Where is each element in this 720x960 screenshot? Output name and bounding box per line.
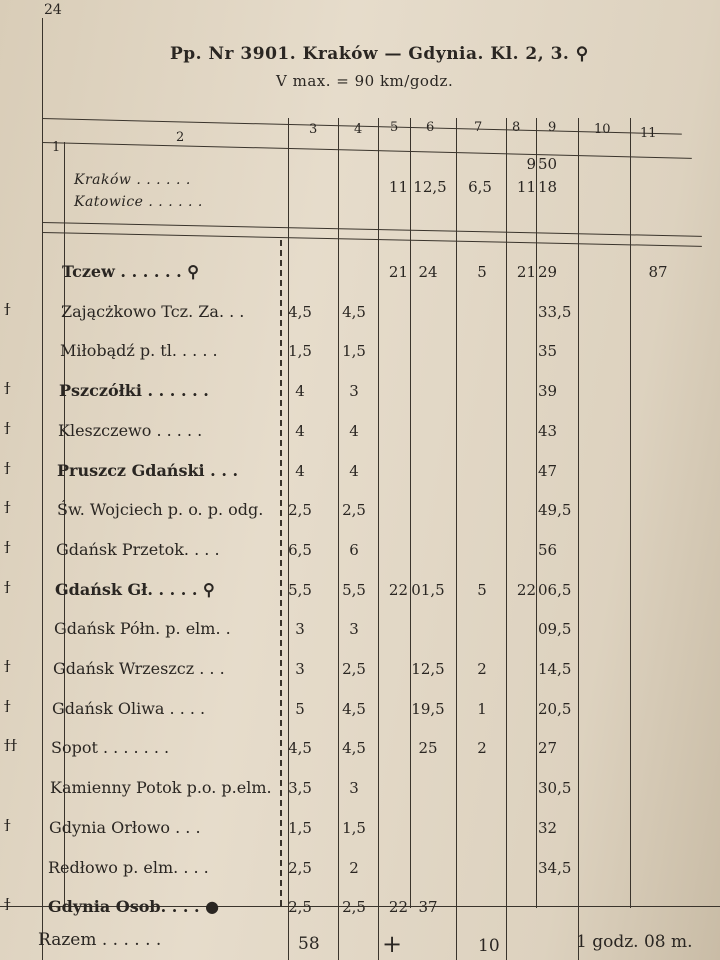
station-cell-c4: 3 [349,382,359,400]
page-number: 24 [44,2,62,18]
station-cell-c4: 4 [349,462,359,480]
station-name: Pszczółki . . . . . . [59,381,209,400]
station-name: Gdańsk Przetok. . . . [56,540,220,559]
station-cell-c6: 19,5 [411,700,445,718]
station-cell-c3: 2,5 [288,859,312,877]
station-mark-icon: ϯϯ [4,736,18,756]
station-mark-icon: ϯ [4,419,11,439]
razem-c4: + [382,930,403,958]
station-cell-c4: 2,5 [342,898,366,916]
station-cell-c9: 29 [538,263,558,281]
station-cell-c4: 2,5 [342,501,366,519]
col-header-3: 3 [309,122,318,137]
station-cell-c5: 21 [388,263,408,281]
station-cell-c3: 2,5 [288,898,312,916]
razem-c3: 58 [298,934,320,954]
station-name: Miłobądź p. tl. . . . . [60,341,218,360]
station-cell-c4: 6 [349,541,359,559]
station-cell-c3: 5 [295,700,305,718]
station-cell-c9: 32 [538,819,558,837]
origin-cell: 50 [538,155,558,173]
station-cell-c5: 22 [388,898,408,916]
station-cell-c4: 4 [349,422,359,440]
col-9-line [536,118,537,908]
origin-cell: 11 [516,178,536,196]
station-mark-icon: ϯ [4,816,11,836]
station-cell-c4: 4,5 [342,739,366,757]
station-cell-c7: 2 [477,739,487,757]
station-cell-c3: 3 [295,620,305,638]
station-cell-c7: 1 [477,700,487,718]
col-header-9: 9 [548,120,557,135]
col-header-1: 1 [52,140,61,155]
station-cell-c9: 27 [538,739,558,757]
station-cell-c4: 1,5 [342,819,366,837]
col-header-11: 11 [640,126,657,141]
station-cell-c4: 1,5 [342,342,366,360]
razem-total: 1 godz. 08 m. [576,932,693,952]
station-cell-c9: 20,5 [538,700,572,718]
col-10-line [578,118,579,960]
col-header-7: 7 [474,120,483,135]
station-name: Kleszczewo . . . . . [58,421,203,440]
col-5-line [378,118,379,960]
station-cell-c3: 1,5 [288,342,312,360]
col-11-line [630,118,631,908]
station-cell-c5: 22 [388,581,408,599]
station-cell-c9: 34,5 [538,859,572,877]
station-mark-icon: ϯ [4,697,11,717]
station-cell-c7: 5 [477,263,487,281]
station-cell-c3: 3,5 [288,779,312,797]
station-cell-c9: 30,5 [538,779,572,797]
station-cell-c9: 43 [538,422,558,440]
station-cell-c3: 4,5 [288,739,312,757]
station-cell-c9: 56 [538,541,558,559]
razem-label: Razem . . . . . . [38,930,162,950]
station-cell-c9: 47 [538,462,558,480]
left-border [42,18,43,960]
station-cell-c3: 5,5 [288,581,312,599]
station-cell-c6: 12,5 [411,660,445,678]
station-cell-c4: 3 [349,620,359,638]
speed-limit: V max. = 90 km/godz. [276,72,454,90]
station-cell-c8: 21 [516,263,536,281]
station-cell-c3: 4 [295,462,305,480]
station-cell-c3: 1,5 [288,819,312,837]
col-header-10: 10 [594,122,611,137]
col-header-8: 8 [512,120,521,135]
station-mark-icon: ϯ [4,459,11,479]
station-cell-c3: 4 [295,382,305,400]
origin-cell: 11 [388,178,408,196]
station-cell-c4: 5,5 [342,581,366,599]
col-6-line [410,118,411,908]
station-cell-c6: 37 [418,898,438,916]
station-cell-c9: 35 [538,342,558,360]
col-8-line [506,118,507,960]
origin-name: Kraków . . . . . . [74,172,191,188]
razem-c7: 10 [478,936,500,956]
station-cell-c4: 4,5 [342,700,366,718]
station-name: Sopot . . . . . . . [51,738,170,757]
station-mark-icon: ϯ [4,895,11,915]
col-header-2: 2 [176,130,185,145]
station-name: Gdańsk Półn. p. elm. . [54,619,231,638]
station-cell-c9: 49,5 [538,501,572,519]
station-name: Redłowo p. elm. . . . [48,858,209,877]
station-name: Tczew . . . . . . ⚲ [62,262,199,281]
station-name: Gdańsk Oliwa . . . . [52,699,206,718]
station-cell-c9: 14,5 [538,660,572,678]
station-name: Gdańsk Gł. . . . . ⚲ [55,580,215,599]
station-mark-icon: ϯ [4,538,11,558]
col-2-dashed [280,240,282,906]
origin-name: Katowice . . . . . . [74,194,203,210]
station-cell-c9: 33,5 [538,303,572,321]
station-name: Gdańsk Wrzeszcz . . . [53,659,225,678]
station-cell-c4: 4,5 [342,303,366,321]
station-cell-c3: 4,5 [288,303,312,321]
station-name: Gdynia Orłowo . . . [49,818,201,837]
station-cell-c3: 4 [295,422,305,440]
station-cell-c11: 87 [648,263,668,281]
station-mark-icon: ϯ [4,300,11,320]
station-cell-c3: 2,5 [288,501,312,519]
station-cell-c4: 2 [349,859,359,877]
station-cell-c9: 06,5 [538,581,572,599]
station-name: Pruszcz Gdański . . . [57,461,239,480]
station-cell-c6: 01,5 [411,581,445,599]
station-mark-icon: ϯ [4,379,11,399]
station-mark-icon: ϯ [4,657,11,677]
station-cell-c3: 3 [295,660,305,678]
header-bottom-line [42,142,692,159]
col-header-6: 6 [426,120,435,135]
station-name: Św. Wojciech p. o. p. odg. [57,500,264,519]
origin-cell: 6,5 [468,178,492,196]
station-cell-c8: 22 [516,581,536,599]
station-cell-c3: 6,5 [288,541,312,559]
station-name: Gdynia Osob. . . . ● [48,897,220,916]
station-name: Zającżkowo Tcz. Za. . . [61,302,245,321]
station-mark-icon: ϯ [4,498,11,518]
col-header-4: 4 [354,122,363,137]
station-cell-c7: 5 [477,581,487,599]
station-cell-c7: 2 [477,660,487,678]
train-title: Pp. Nr 3901. Kraków — Gdynia. Kl. 2, 3. ⚲ [170,44,589,64]
station-cell-c4: 2,5 [342,660,366,678]
origin-cell: 12,5 [413,178,447,196]
station-cell-c9: 39 [538,382,558,400]
station-cell-c9: 09,5 [538,620,572,638]
station-mark-icon: ϯ [4,578,11,598]
origin-cell: 18 [538,178,558,196]
origin-cell: 9 [526,155,536,173]
col-header-5: 5 [390,120,399,135]
col-7-line [456,118,457,960]
station-cell-c4: 3 [349,779,359,797]
station-cell-c6: 25 [418,739,438,757]
station-cell-c6: 24 [418,263,438,281]
station-name: Kamienny Potok p.o. p.elm. [50,778,272,797]
